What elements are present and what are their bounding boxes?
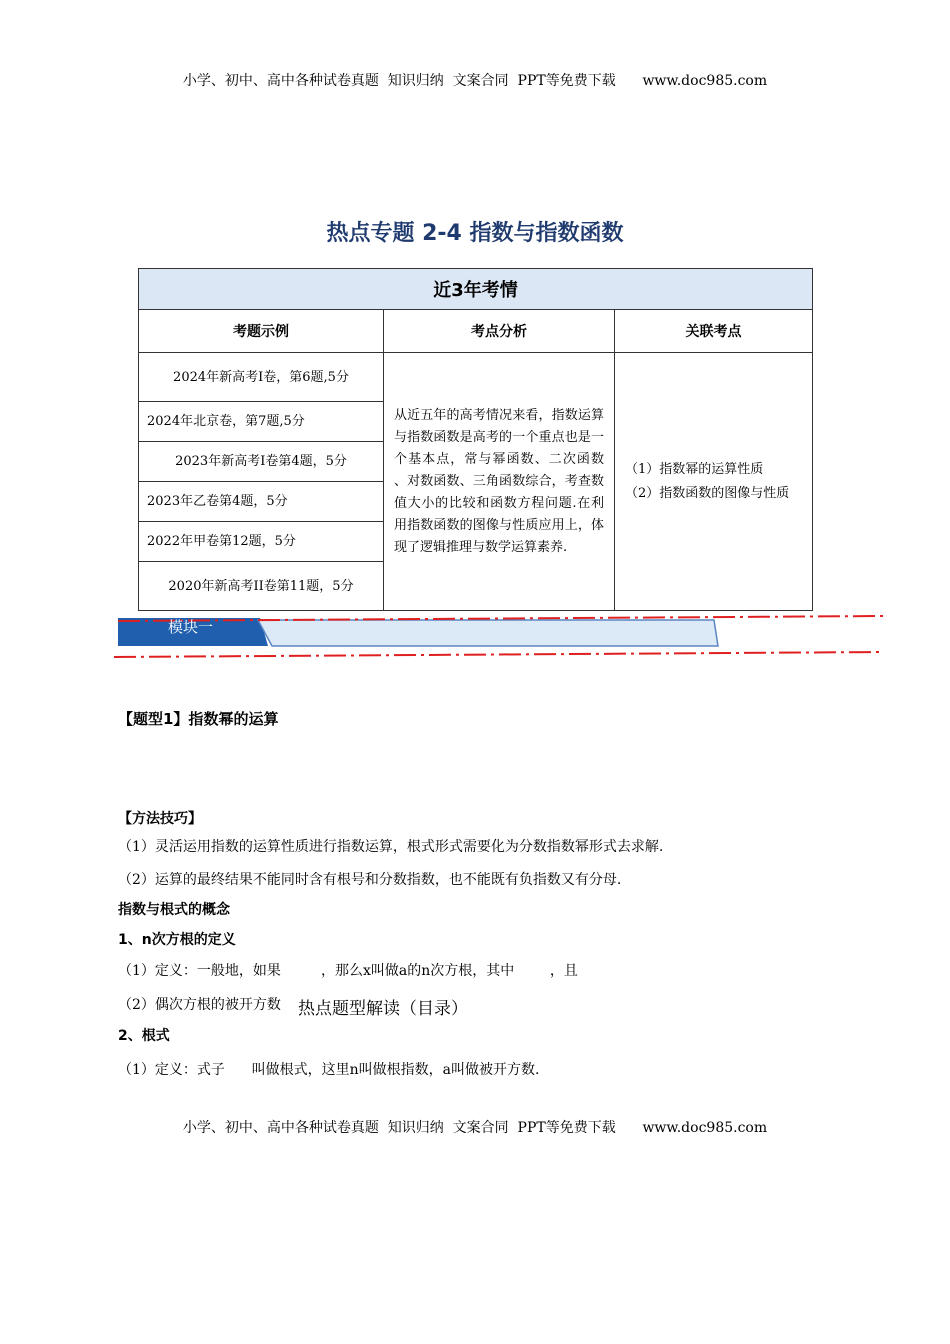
type-heading: 【题型1】指数幂的运算 (118, 710, 279, 728)
method-line: （2）运算的最终结果不能同时含有根号和分数指数，也不能既有负指数又有分母. (118, 872, 622, 888)
exam-example: 2020年新高考II卷第11题，5分 (139, 562, 384, 611)
definition-line: （1）定义：式子 叫做根式，这里n叫做根指数，a叫做被开方数. (118, 1062, 540, 1078)
exam-example: 2023年乙卷第4题，5分 (139, 482, 384, 522)
exam-example: 2022年甲卷第12题，5分 (139, 522, 384, 562)
method-line: （1）灵活运用指数的运算性质进行指数运算，根式形式需要化为分数指数幂形式去求解. (118, 839, 664, 855)
section-heading: 2、根式 (118, 1028, 170, 1044)
exam-example: 2024年新高考I卷，第6题,5分 (139, 353, 384, 402)
analysis-text: 从近五年的高考情况来看，指数运算与指数函数是高考的一个重点也是一个基本点，常与幂函数、二次函数 、对数函数、三角函数综合，考查数值大小的比较和函数方程问题.在利用指数函数的图像与性质应用上，体现了逻辑推理与数学运算素养. (384, 353, 615, 611)
page-header: 小学、初中、高中各种试卷真题 知识归纳 文案合同 PPT等免费下载 www.doc985.com (182, 73, 768, 89)
module-bar-shape (258, 620, 718, 646)
exam-example: 2024年北京卷，第7题,5分 (139, 402, 384, 442)
related-points (615, 353, 813, 611)
column-header-analysis: 考点分析 (384, 310, 615, 353)
red-dash-line-bottom (114, 652, 884, 657)
column-header-related: 关联考点 (615, 310, 813, 353)
method-heading: 【方法技巧】 (118, 811, 202, 827)
concept-heading: 指数与根式的概念 (118, 902, 230, 918)
module-label: 模块一 (168, 618, 214, 636)
related-point: （2）指数函数的图像与性质 (625, 485, 790, 501)
exam-example: 2023年新高考I卷第4题，5分 (139, 442, 384, 482)
definition-line: （2）偶次方根的被开方数 (118, 997, 281, 1013)
section-heading: 1、n次方根的定义 (118, 932, 236, 948)
toc-overlay-text: 热点题型解读（目录） (298, 999, 468, 1019)
exam-info-table (138, 268, 813, 611)
definition-line: （1）定义：一般地，如果 ，那么x叫做a的n次方根，其中 ，且 (118, 963, 578, 979)
column-header-examples: 考题示例 (139, 310, 384, 353)
related-point: （1）指数幂的运算性质 (625, 461, 764, 477)
page-title: 热点专题 2-4 指数与指数函数 (326, 221, 624, 246)
table-caption: 近3年考情 (139, 269, 813, 310)
page-footer: 小学、初中、高中各种试卷真题 知识归纳 文案合同 PPT等免费下载 www.doc985.com (182, 1120, 768, 1136)
module-banner (0, 606, 950, 666)
